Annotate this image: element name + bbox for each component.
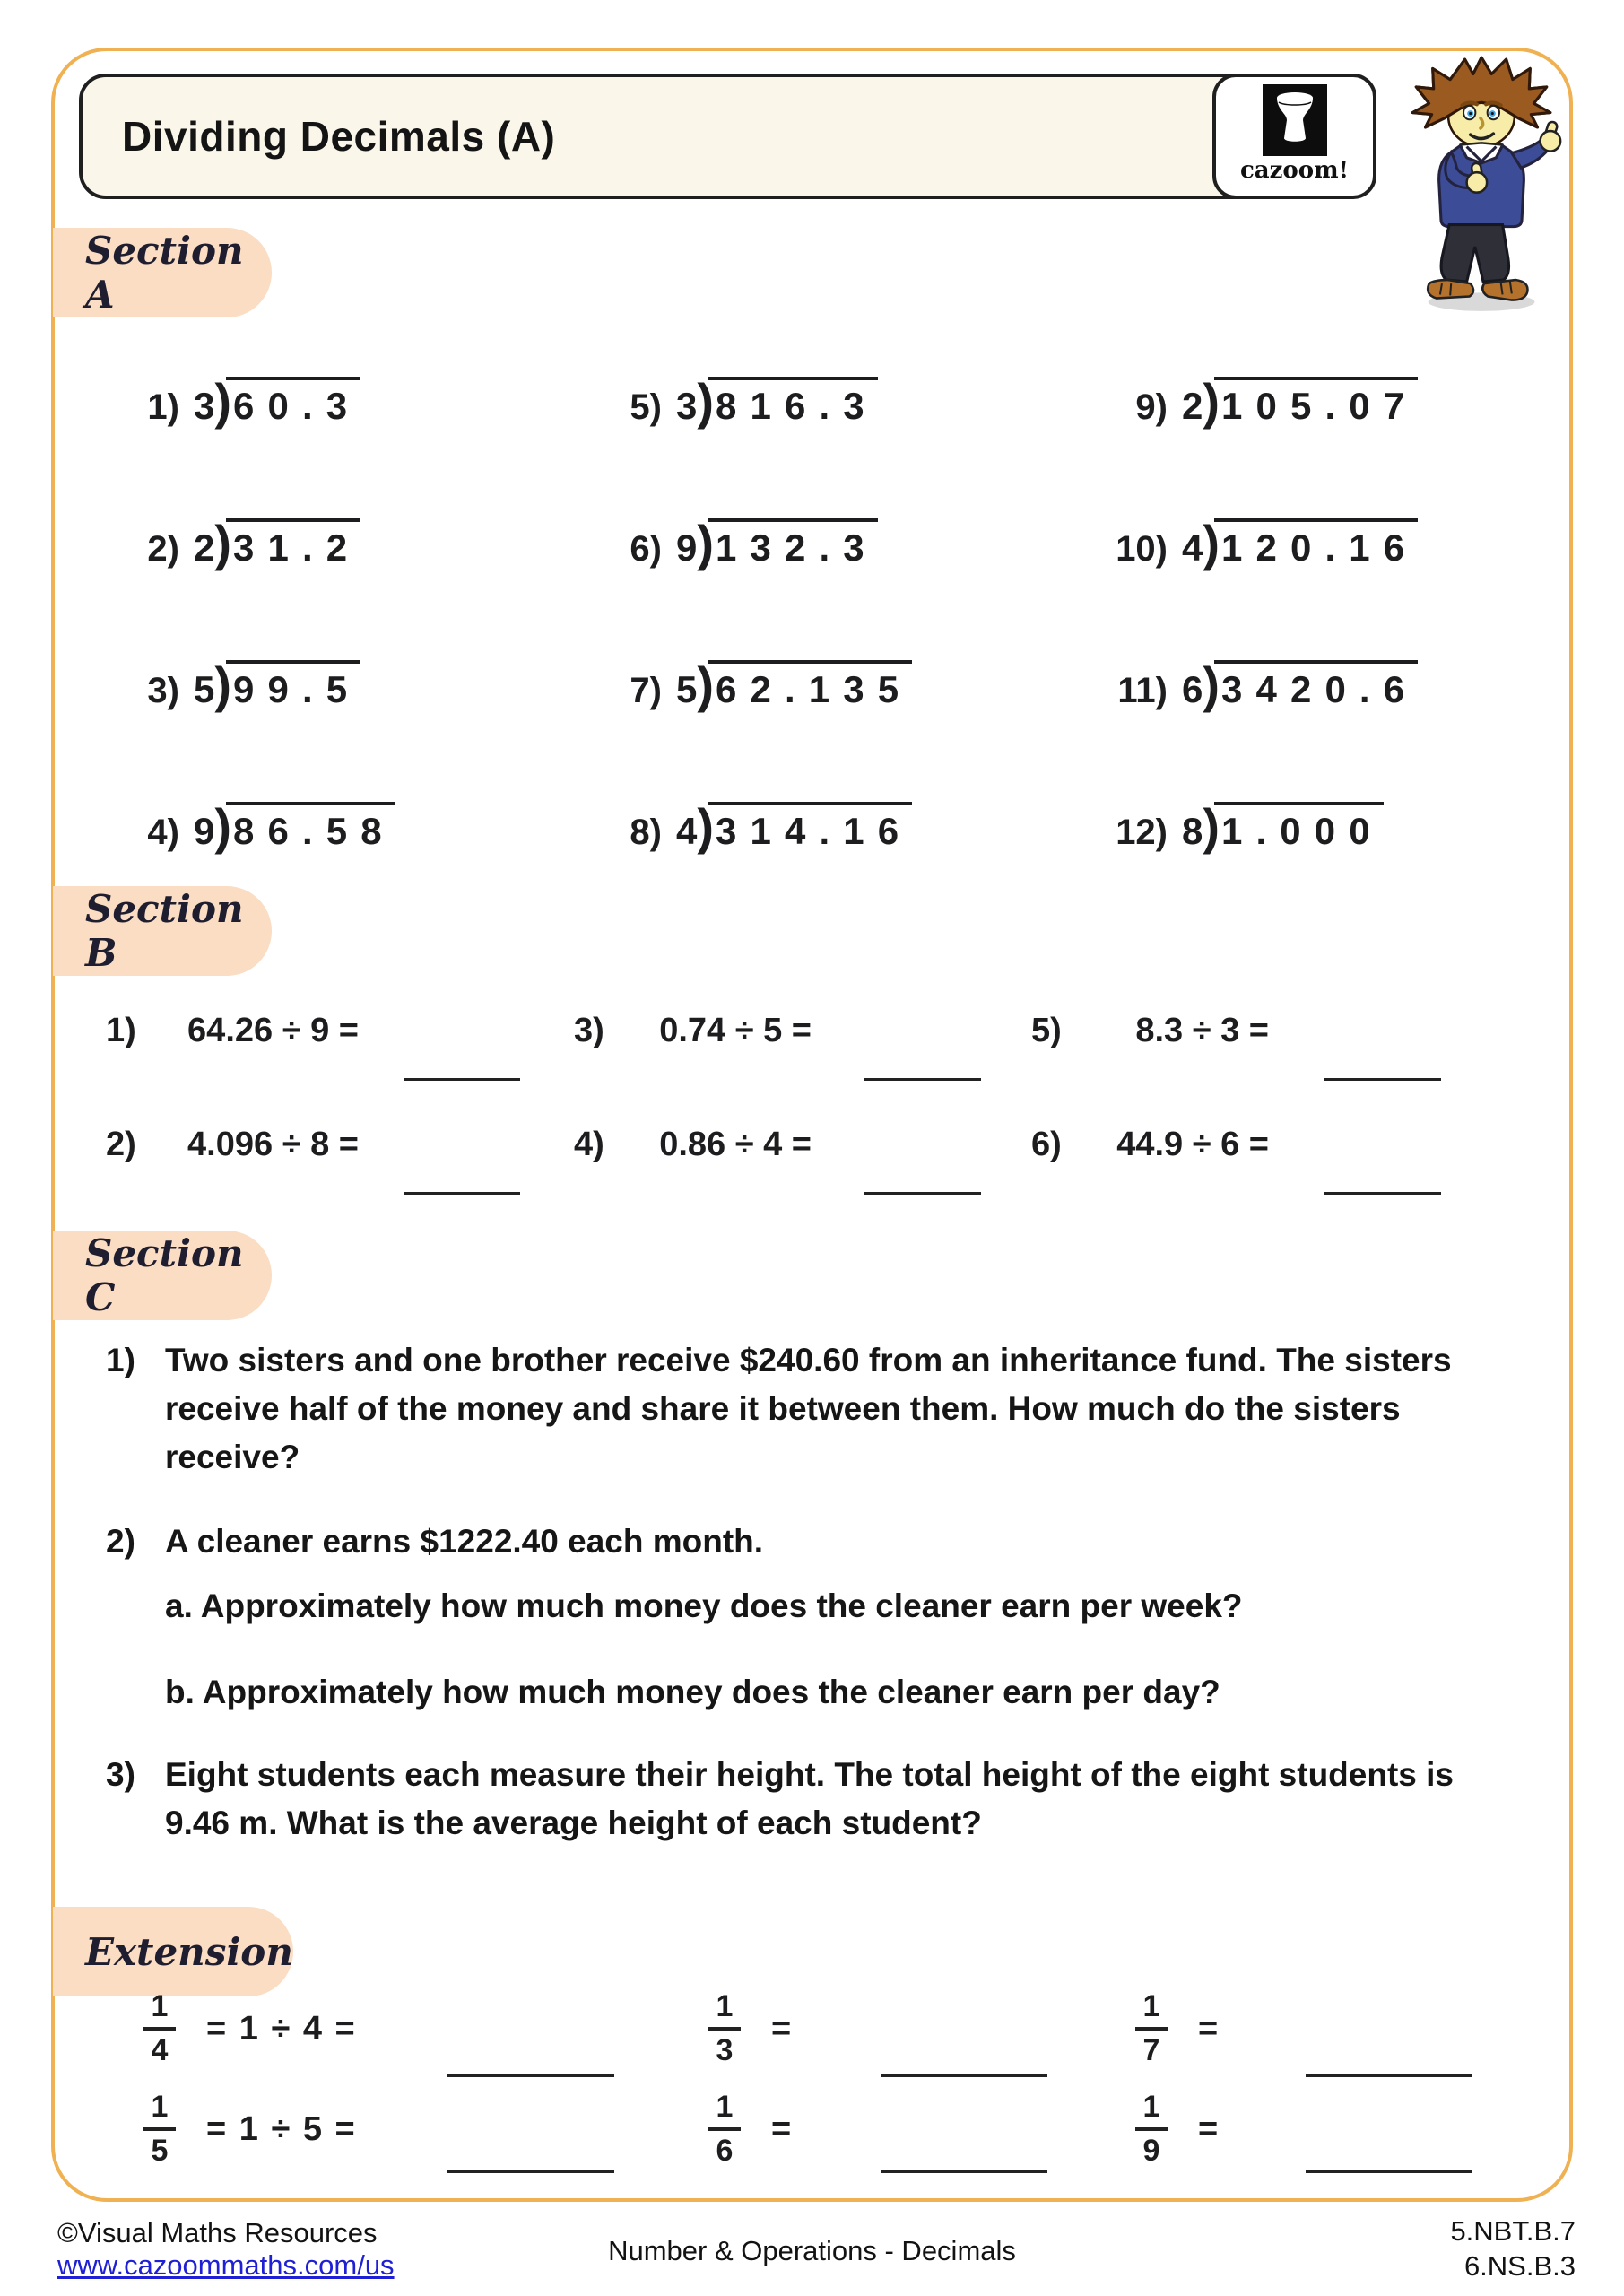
equation-text: = 1 ÷ 5 = <box>206 2109 357 2148</box>
dividend: 105.07 <box>1214 377 1418 428</box>
equation-text: = <box>771 2009 794 2048</box>
problem-number: 3) <box>147 671 179 710</box>
numerator: 1 <box>1142 2089 1160 2124</box>
problem-text-line: A cleaner earns $1222.40 each month. <box>165 1523 764 1560</box>
equation-text: = <box>1198 2009 1220 2048</box>
section-a-column-1 <box>108 372 395 939</box>
division-bracket-icon: ) <box>214 373 232 430</box>
divisor: 2 <box>1182 385 1203 427</box>
division-problem <box>108 372 395 514</box>
dividend: 1.000 <box>1214 802 1384 853</box>
mascot-boy-illustration <box>1388 54 1575 316</box>
answer-line <box>1306 2170 1472 2173</box>
problem-number: 1) <box>106 1342 135 1378</box>
answer-line <box>404 1192 520 1195</box>
denominator: 4 <box>151 2033 169 2067</box>
problem-text-line: Two sisters and one brother receive $240.60 from an inheritance fund. The sisters <box>165 1342 1452 1378</box>
problem-text-line: b. Approximately how much money does the cleaner earn per day? <box>165 1674 1220 1710</box>
division-problem <box>1096 372 1418 514</box>
page-title: Dividing Decimals (A) <box>122 113 556 160</box>
numerator: 1 <box>1142 1988 1160 2023</box>
division-problem <box>108 656 395 797</box>
copyright-text: ©Visual Maths Resources <box>57 2217 378 2248</box>
division-bracket-icon: ) <box>214 798 232 855</box>
numerator: 1 <box>151 2089 169 2124</box>
dividend: 314.16 <box>708 802 912 853</box>
brand-name: cazoom! <box>1239 157 1350 184</box>
fraction-problem <box>1128 1984 1220 2074</box>
problem-text-line: a. Approximately how much money does the cleaner earn per week? <box>165 1587 1243 1624</box>
fraction <box>701 1990 748 2068</box>
problem-text <box>165 1336 1452 1482</box>
equation-text: 8.3 ÷ 3 = <box>1135 1012 1269 1049</box>
divisor: 2 <box>194 526 215 569</box>
problem-number: 12) <box>1116 813 1168 852</box>
divisor: 5 <box>676 668 698 710</box>
equation-text: 44.9 ÷ 6 = <box>1116 1126 1269 1163</box>
footer-topic: Number & Operations - Decimals <box>608 2235 1016 2266</box>
division-problem <box>590 514 912 656</box>
fraction-bar <box>143 2027 176 2031</box>
denominator: 7 <box>1142 2033 1160 2067</box>
division-bracket-icon: ) <box>697 373 715 430</box>
answer-line <box>881 2074 1047 2077</box>
equation-text: 4.096 ÷ 8 = <box>187 1126 359 1163</box>
word-problem <box>106 1518 763 1566</box>
word-problem-subpart <box>165 1668 1220 1717</box>
mascot-pupil <box>1469 112 1472 115</box>
problem-number: 4) <box>574 1126 604 1163</box>
fraction-problem <box>701 2084 793 2174</box>
problem-number: 9) <box>1135 387 1168 427</box>
division-bracket-icon: ) <box>214 515 232 571</box>
dividend: 86.58 <box>226 802 395 853</box>
problem-number: 5) <box>630 387 662 427</box>
standard-code: 5.NBT.B.7 <box>1450 2215 1576 2247</box>
division-problem <box>1096 656 1418 797</box>
divisor: 4 <box>676 810 698 852</box>
problem-number: 2) <box>106 1523 135 1560</box>
problem-number: 6) <box>1031 1126 1062 1163</box>
numerator: 1 <box>716 1988 734 2023</box>
answer-line <box>864 1192 981 1195</box>
division-equation <box>1031 1126 1269 1164</box>
division-bracket-icon: ) <box>697 515 715 571</box>
divisor: 3 <box>194 385 215 427</box>
problem-text-line: receive? <box>165 1439 300 1475</box>
fraction-problem <box>136 2084 357 2174</box>
section-a-label: Section A <box>53 228 272 317</box>
problem-number: 3) <box>574 1012 604 1049</box>
division-equation <box>106 1126 359 1164</box>
divisor: 5 <box>194 668 215 710</box>
problem-text <box>165 1751 1454 1848</box>
fraction-problem <box>701 1984 793 2074</box>
problem-number: 3) <box>106 1756 135 1793</box>
division-equation <box>1031 1012 1269 1050</box>
problem-number: 2) <box>147 529 179 569</box>
divisor: 6 <box>1182 668 1203 710</box>
division-bracket-icon: ) <box>214 657 232 713</box>
answer-line <box>1324 1192 1441 1195</box>
problem-number: 1) <box>147 387 179 427</box>
division-bracket-icon: ) <box>697 657 715 713</box>
fraction <box>1128 1990 1175 2068</box>
fraction-bar <box>708 2027 741 2031</box>
denominator: 9 <box>1142 2134 1160 2168</box>
answer-line <box>447 2074 614 2077</box>
dividend: 120.16 <box>1214 518 1418 570</box>
division-problem <box>590 797 912 939</box>
division-problem <box>590 656 912 797</box>
answer-line <box>881 2170 1047 2173</box>
mascot-fist <box>1467 172 1488 193</box>
equation-text: = <box>771 2109 794 2148</box>
division-equation <box>574 1126 812 1164</box>
problem-text-line: 9.46 m. What is the average height of each student? <box>165 1805 982 1841</box>
problem-number: 7) <box>630 671 662 710</box>
problem-text-line: receive half of the money and share it between them. How much do the sisters <box>165 1390 1401 1427</box>
denominator: 5 <box>151 2134 169 2168</box>
fraction <box>1128 2091 1175 2169</box>
problem-number: 5) <box>1031 1012 1062 1049</box>
fraction-bar <box>1135 2027 1168 2031</box>
dividend: 99.5 <box>226 660 360 711</box>
division-problem <box>590 372 912 514</box>
dividend: 31.2 <box>226 518 360 570</box>
fraction <box>136 2091 183 2169</box>
fraction-problem <box>1128 2084 1220 2174</box>
divisor: 9 <box>194 810 215 852</box>
equation-text: 0.74 ÷ 5 = <box>659 1012 812 1049</box>
word-problem-subpart <box>165 1582 1243 1631</box>
division-bracket-icon: ) <box>1203 657 1220 713</box>
answer-line <box>864 1078 981 1081</box>
standards-codes <box>1450 2213 1576 2283</box>
answer-line <box>404 1078 520 1081</box>
answer-line <box>1306 2074 1472 2077</box>
section-a-column-2 <box>590 372 912 939</box>
problem-text-line: Eight students each measure their height. The total height of the eight students is <box>165 1756 1454 1793</box>
dividend: 3420.6 <box>1214 660 1418 711</box>
equation-text: 0.86 ÷ 4 = <box>659 1126 812 1163</box>
denominator: 6 <box>716 2134 734 2168</box>
numerator: 1 <box>716 2089 734 2124</box>
division-bracket-icon: ) <box>1203 373 1220 430</box>
problem-number: 6) <box>630 529 662 569</box>
division-problem <box>1096 514 1418 656</box>
fraction-bar <box>1135 2127 1168 2131</box>
problem-number: 4) <box>147 813 179 852</box>
divisor: 3 <box>676 385 698 427</box>
divisor: 9 <box>676 526 698 569</box>
equation-text: = <box>1198 2109 1220 2148</box>
dividend: 132.3 <box>708 518 878 570</box>
page-border <box>51 48 1573 2202</box>
problem-number: 8) <box>630 813 662 852</box>
division-equation <box>574 1012 812 1050</box>
answer-line <box>447 2170 614 2173</box>
worksheet-header <box>79 74 1376 199</box>
extension-label: Extension <box>53 1907 293 1996</box>
mascot-pants <box>1441 225 1508 283</box>
djembe-drum-icon <box>1263 84 1327 156</box>
divisor: 4 <box>1182 526 1203 569</box>
dividend: 60.3 <box>226 377 360 428</box>
division-equation <box>106 1012 359 1050</box>
division-bracket-icon: ) <box>1203 515 1220 571</box>
website-link[interactable]: www.cazoommaths.com/us <box>57 2249 395 2281</box>
standard-code: 6.NS.B.3 <box>1463 2250 1576 2282</box>
word-problem <box>106 1751 1454 1848</box>
fraction-bar <box>143 2127 176 2131</box>
division-bracket-icon: ) <box>697 798 715 855</box>
problem-number: 10) <box>1116 529 1168 569</box>
numerator: 1 <box>151 1988 169 2023</box>
word-problem <box>106 1336 1452 1482</box>
equation-text: = 1 ÷ 4 = <box>206 2009 357 2048</box>
problem-number: 2) <box>106 1126 136 1163</box>
mascot-pupil <box>1491 112 1494 115</box>
mascot-shoe <box>1482 280 1527 300</box>
fraction-problem <box>136 1984 357 2074</box>
divisor: 8 <box>1182 810 1203 852</box>
denominator: 3 <box>716 2033 734 2067</box>
problem-number: 1) <box>106 1012 136 1049</box>
mascot-fist <box>1541 131 1561 152</box>
division-problem <box>1096 797 1418 939</box>
dividend: 816.3 <box>708 377 878 428</box>
problem-number: 11) <box>1117 671 1168 710</box>
division-bracket-icon: ) <box>1203 798 1220 855</box>
section-c-label: Section C <box>53 1231 272 1320</box>
dividend: 62.135 <box>708 660 912 711</box>
section-b-label: Section B <box>53 886 272 976</box>
fraction-bar <box>708 2127 741 2131</box>
fraction <box>701 2091 748 2169</box>
section-a-column-3 <box>1096 372 1418 939</box>
division-problem <box>108 514 395 656</box>
problem-text <box>165 1518 763 1566</box>
cazoom-logo <box>1212 74 1376 199</box>
answer-line <box>1324 1078 1441 1081</box>
fraction <box>136 1990 183 2068</box>
equation-text: 64.26 ÷ 9 = <box>187 1012 359 1049</box>
division-problem <box>108 797 395 939</box>
